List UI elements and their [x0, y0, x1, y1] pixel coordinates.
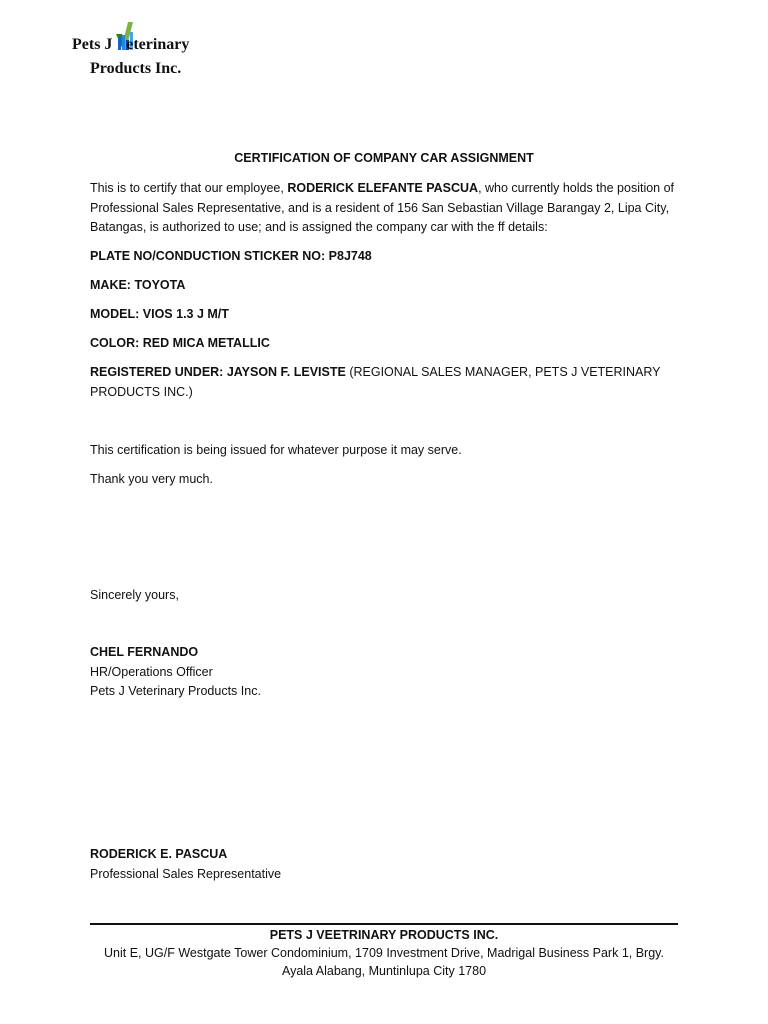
thanks-line: Thank you very much. — [90, 472, 213, 486]
employee-sign-block — [90, 845, 678, 884]
closing: Sincerely yours, — [90, 588, 179, 602]
intro-paragraph: This is to certify that our employee, RODERICK ELEFANTE PASCUA, who currently holds the position of Professional Sales Representative, and is a resident of 156 San Sebastian Village Barangay 2, Lipa City, Batangas, is authorized to use; and is assigned the company car with the ff details: — [90, 181, 675, 234]
plate-number: PLATE NO/CONDUCTION STICKER NO: P8J748 — [90, 249, 372, 263]
signatory-name: CHEL FERNANDO — [90, 645, 199, 659]
car-make: MAKE: TOYOTA — [90, 278, 186, 292]
footer-address-line2: Ayala Alabang, Muntinlupa City 1780 — [281, 964, 487, 978]
car-color: COLOR: RED MICA METALLIC — [90, 336, 270, 350]
company-logo — [72, 20, 202, 80]
footer — [90, 926, 678, 980]
document-title: CERTIFICATION OF COMPANY CAR ASSIGNMENT — [234, 151, 534, 165]
registered-under: REGISTERED UNDER: JAYSON F. LEVISTE (REGIONAL SALES MANAGER, PETS J VETERINARY PRODUCTS INC.) — [90, 365, 661, 399]
signatory-block — [90, 643, 678, 702]
employee-sign-name: RODERICK E. PASCUA — [90, 847, 228, 861]
purpose-statement: This certification is being issued for whatever purpose it may serve. — [90, 443, 462, 457]
footer-address-line1: Unit E, UG/F Westgate Tower Condominium, 1709 Investment Drive, Madrigal Business Park 1, Brgy. — [104, 946, 664, 960]
signatory-position: HR/Operations Officer — [90, 664, 213, 679]
car-model: MODEL: VIOS 1.3 J M/T — [90, 307, 229, 321]
logo-text-line2: Products Inc. — [90, 60, 182, 77]
footer-company: PETS J VEETRINARY PRODUCTS INC. — [269, 928, 499, 942]
signatory-company: Pets J Veterinary Products Inc. — [90, 684, 261, 698]
employee-sign-position: Professional Sales Representative — [90, 866, 282, 881]
logo-text-line1: Pets J eterinary — [72, 36, 190, 53]
footer-divider — [90, 923, 678, 925]
